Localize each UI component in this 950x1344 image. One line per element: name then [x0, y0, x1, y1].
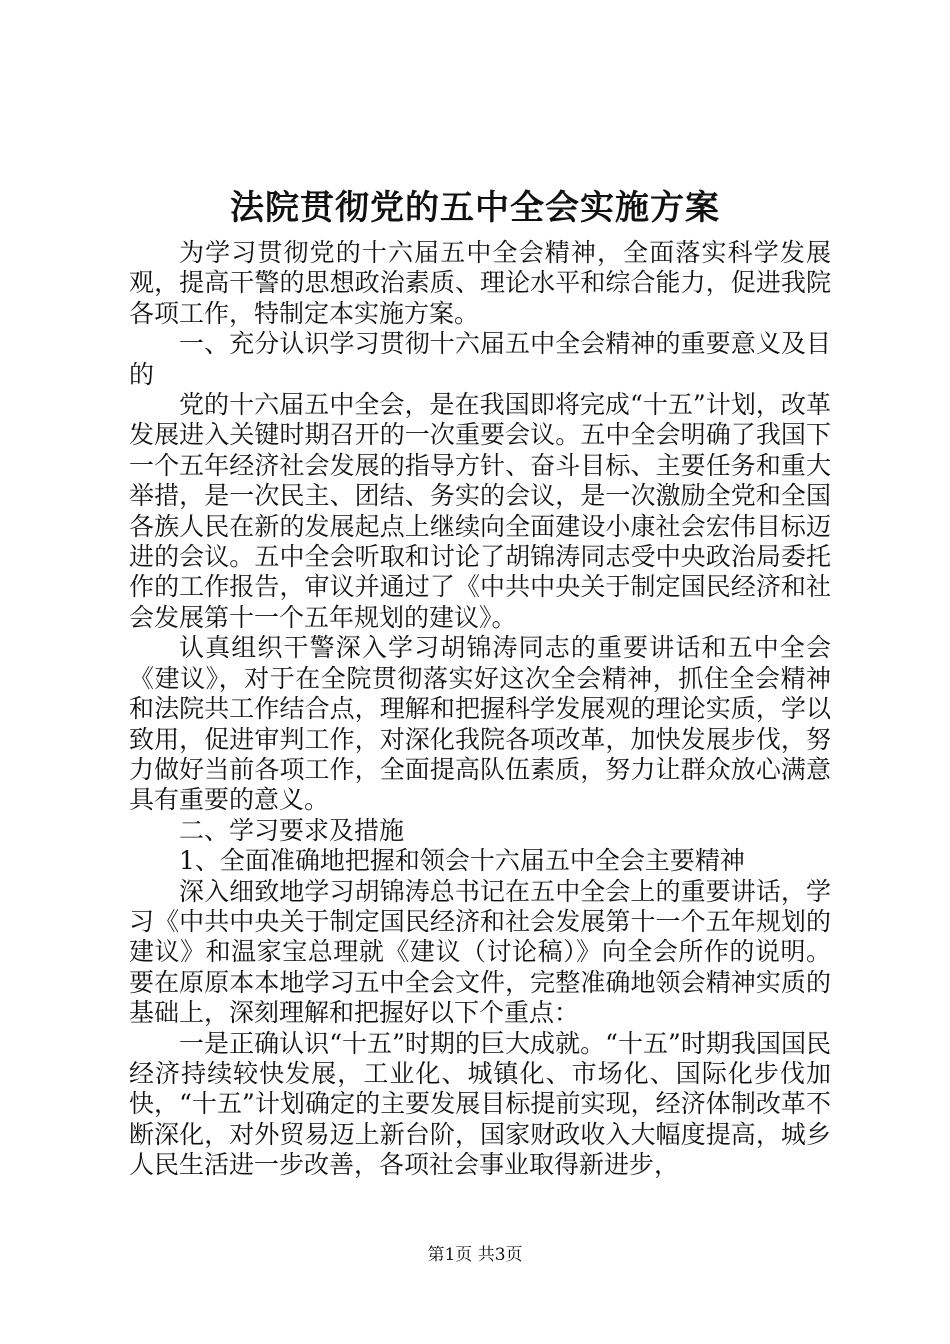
document-body [129, 238, 831, 1181]
paragraph-study-content: 深入细致地学习胡锦涛总书记在五中全会上的重要讲话，学习《中共中央关于制定国民经济和社会发展第十一个五年规划的建议》和温家宝总理就《建议（讨论稿）》向全会所作的说明。要在原原本本地学习五中全会文件，完整准确地领会精神实质的基础上，深刻理解和把握好以下个重点： [129, 876, 831, 1028]
document-title: 法院贯彻党的五中全会实施方案 [230, 188, 720, 228]
subsection-heading-1: 1、全面准确地把握和领会十六届五中全会主要精神 [179, 846, 745, 876]
paragraph-intro: 为学习贯彻党的十六届五中全会精神，全面落实科学发展观，提高干警的思想政治素质、理论水平和综合能力，促进我院各项工作，特制定本实施方案。 [129, 238, 831, 328]
section-heading-1: 一、充分认识学习贯彻十六届五中全会精神的重要意义及目的 [129, 329, 831, 389]
page-footer: 第1页 共3页 [427, 1245, 523, 1265]
section-heading-2: 二、学习要求及措施 [179, 815, 405, 845]
paragraph-plenum-significance: 党的十六届五中全会，是在我国即将完成“十五”计划，改革发展进入关键时期召开的一次重要会议。五中全会明确了我国下一个五年经济社会发展的指导方针、奋斗目标、主要任务和重大举措，是一次民主、团结、务实的会议，是一次激励全党和全国各族人民在新的发展起点上继续向全面建设小康社会宏伟目标迈进的会议。五中全会听取和讨论了胡锦涛同志受中央政治局委托作的工作报告，审议并通过了《中共中央关于制定国民经济和社会发展第十一个五年规划的建议》。 [129, 390, 831, 632]
paragraph-point-one: 一是正确认识“十五”时期的巨大成就。“十五”时期我国国民经济持续较快发展，工业化、城镇化、市场化、国际化步伐加快，“十五”计划确定的主要发展目标提前实现，经济体制改革不断深化，对外贸易迈上新台阶，国家财政收入大幅度提高，城乡人民生活进一步改善，各项社会事业取得新进步， [129, 1028, 831, 1180]
paragraph-study-importance: 认真组织干警深入学习胡锦涛同志的重要讲话和五中全会《建议》，对于在全院贯彻落实好这次全会精神，抓住全会精神和法院共工作结合点，理解和把握科学发展观的理论实质，学以致用，促进审判工作，对深化我院各项改革，加快发展步伐，努力做好当前各项工作，全面提高队伍素质，努力让群众放心满意具有重要的意义。 [129, 633, 831, 815]
